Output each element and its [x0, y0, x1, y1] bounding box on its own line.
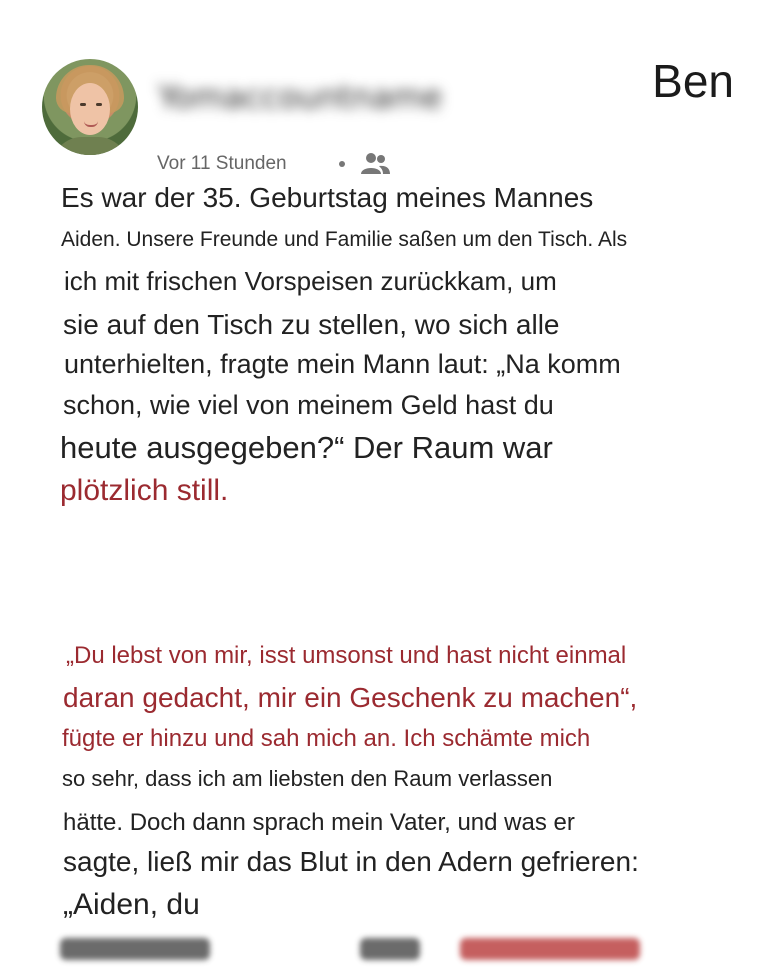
story-line-5: unterhielten, fragte mein Mann laut: „Na komm	[64, 349, 621, 379]
author-name[interactable]: Yomaccountname	[158, 78, 443, 116]
story-line-15: „Aiden, du	[63, 888, 200, 921]
separator-dot	[339, 161, 345, 167]
post-timestamp[interactable]: Vor 11 Stunden	[157, 153, 287, 174]
story-line-8: plötzlich still.	[60, 474, 229, 507]
story-line-9: „Du lebst von mir, isst umsonst und hast nicht einmal	[66, 642, 627, 669]
story-line-14: sagte, ließ mir das Blut in den Adern gefrieren:	[63, 846, 639, 877]
story-line-6: schon, wie viel von meinem Geld hast du	[63, 390, 554, 420]
story-line-10: daran gedacht, mir ein Geschenk zu machen“,	[63, 682, 638, 713]
post-meta	[157, 149, 391, 179]
story-line-12: so sehr, dass ich am liebsten den Raum verlassen	[62, 766, 553, 791]
story-line-13: hätte. Doch dann sprach mein Vater, und was er	[63, 809, 575, 836]
story-line-4: sie auf den Tisch zu stellen, wo sich alle	[63, 309, 560, 340]
corner-label: Ben	[652, 55, 734, 107]
story-line-2: Aiden. Unsere Freunde und Familie saßen um den Tisch. Als	[61, 228, 628, 251]
story-line-3: ich mit frischen Vorspeisen zurückkam, um	[64, 266, 557, 296]
avatar[interactable]	[42, 59, 138, 155]
story-line-11: fügte er hinzu und sah mich an. Ich schämte mich	[62, 725, 591, 752]
cut-off-text-remnant	[60, 928, 720, 968]
story-line-1: Es war der 35. Geburtstag meines Mannes	[61, 182, 594, 213]
story-line-7: heute ausgegeben?“ Der Raum war	[60, 430, 553, 465]
friends-icon[interactable]	[359, 150, 391, 178]
